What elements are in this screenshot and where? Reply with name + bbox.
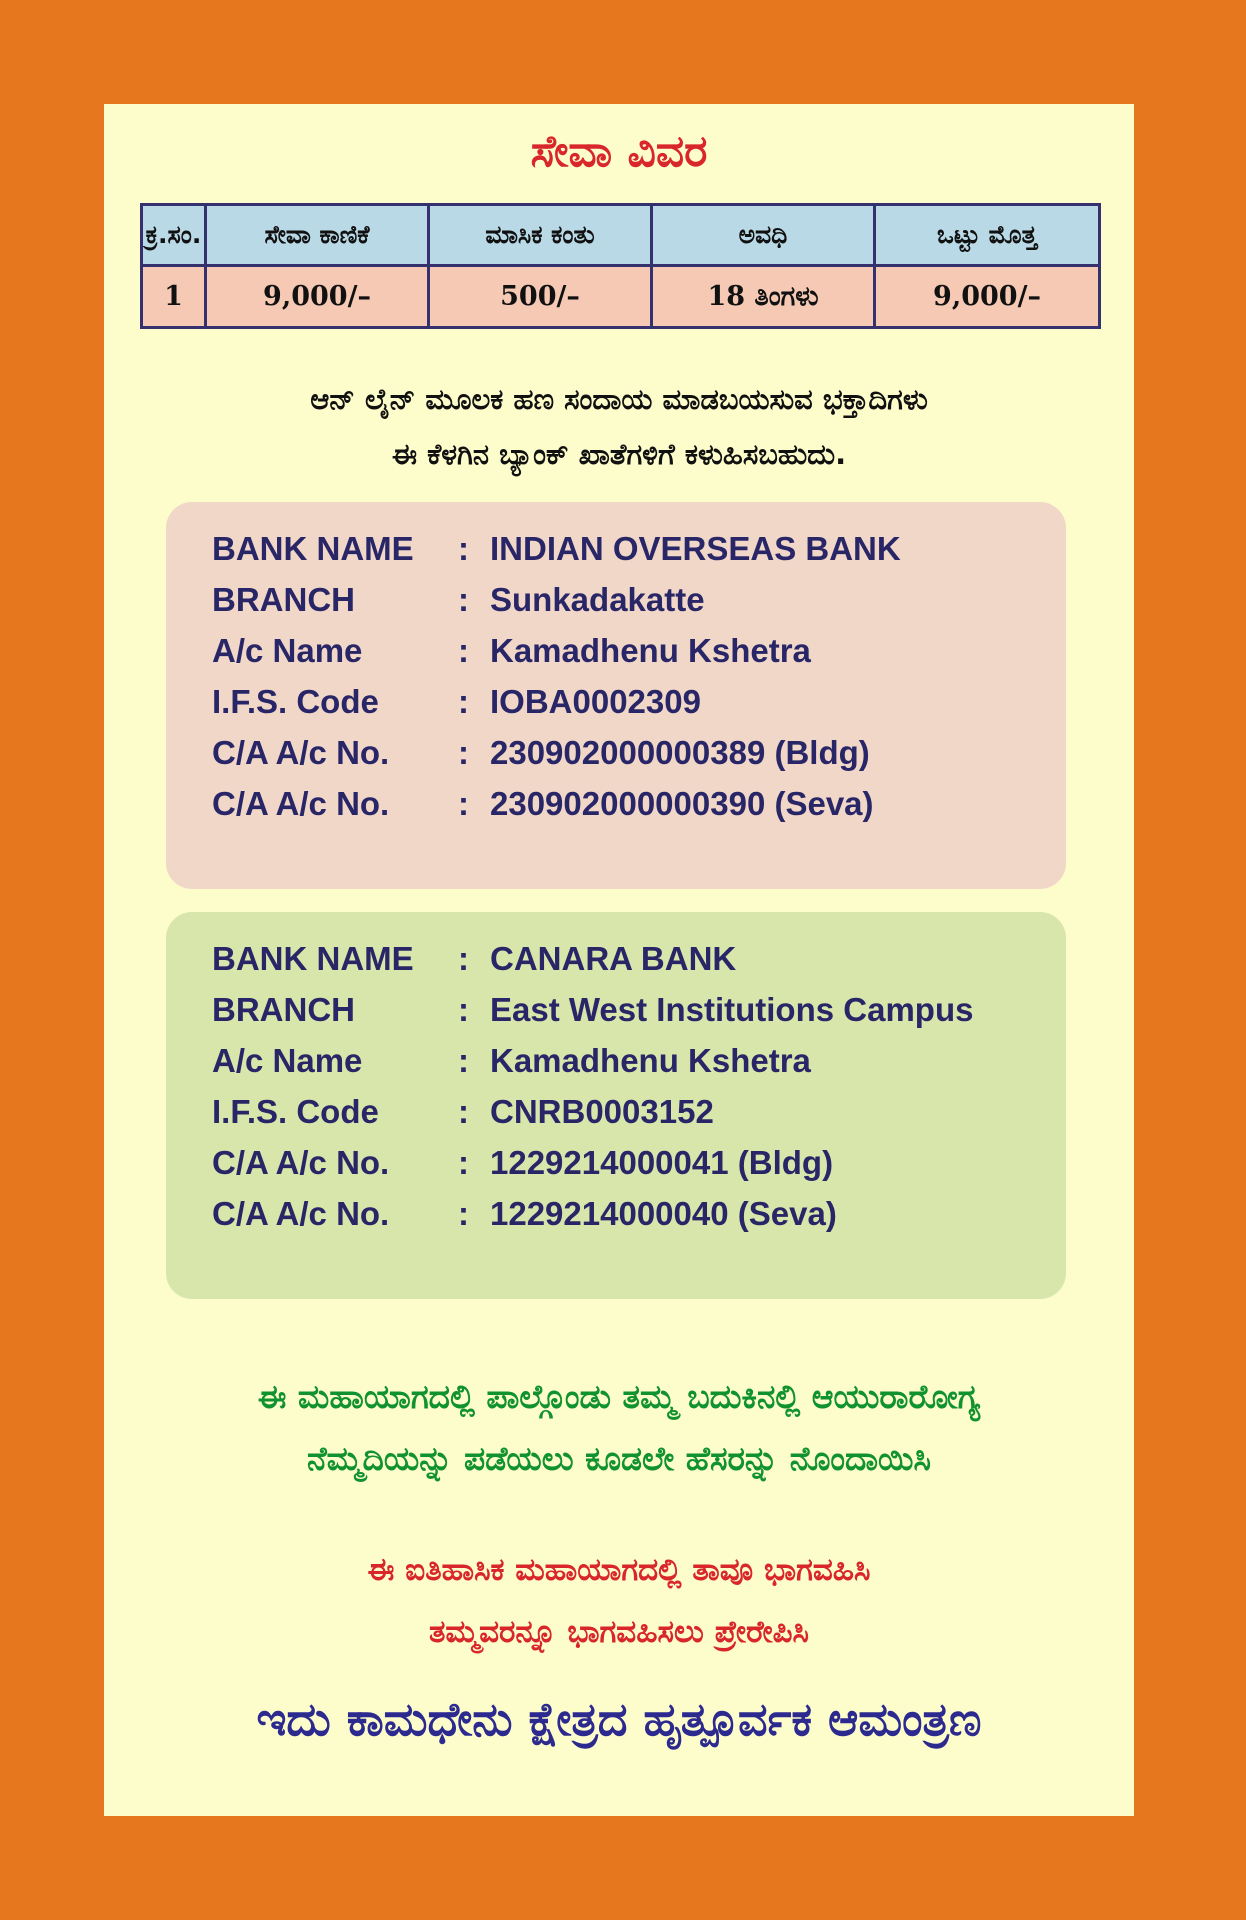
bank-card-iob (166, 502, 1066, 889)
bank-name-value: INDIAN OVERSEAS BANK (490, 530, 901, 567)
branch-value: East West Institutions Campus (490, 991, 974, 1028)
ifsc-label: I.F.S. Code (212, 683, 379, 720)
seva-table (140, 203, 1101, 329)
separator: : (458, 581, 469, 618)
account-number-label: C/A A/c No. (212, 1195, 390, 1232)
separator: : (458, 734, 469, 771)
header-duration: ಅವಧಿ (652, 205, 875, 266)
separator: : (458, 1195, 469, 1232)
separator: : (458, 1144, 469, 1181)
bank-name-label: BANK NAME (212, 940, 414, 977)
separator: : (458, 991, 469, 1028)
ifsc-label: I.F.S. Code (212, 1093, 379, 1130)
header-total: ಒಟ್ಟು ಮೊತ್ತ (875, 205, 1100, 266)
separator: : (458, 785, 469, 822)
branch-label: BRANCH (212, 581, 355, 618)
account-number-label: C/A A/c No. (212, 734, 390, 771)
bank-name-value: CANARA BANK (490, 940, 737, 977)
account-name-label: A/c Name (212, 1042, 363, 1079)
bank-name-label: BANK NAME (212, 530, 414, 567)
separator: : (458, 632, 469, 669)
account-number-value: 1229214000041 (Bldg) (490, 1144, 834, 1181)
invitation-text: ಇದು ಕಾಮಧೇನು ಕ್ಷೇತ್ರದ ಹೃತ್ಪೂರ್ವಕ ಆಮಂತ್ರಣ (256, 1692, 982, 1746)
branch-label: BRANCH (212, 991, 355, 1028)
header-serial: ಕ್ರ.ಸಂ. (142, 205, 206, 266)
separator: : (458, 530, 469, 567)
participation-line1: ಈ ಮಹಾಯಾಗದಲ್ಲಿ ಪಾಲ್ಗೊಂಡು ತಮ್ಮ ಬದುಕಿನಲ್ಲಿ ಆಯುರಾರೋಗ್ಯ (257, 1377, 981, 1416)
table-row (142, 266, 1100, 328)
cell-serial: 1 (142, 266, 206, 328)
header-seva-amount: ಸೇವಾ ಕಾಣಿಕೆ (206, 205, 429, 266)
cell-total: 9,000/– (875, 266, 1100, 328)
page-title: ಸೇವಾ ವಿವರ (530, 126, 708, 177)
account-name-value: Kamadhenu Kshetra (490, 1042, 811, 1079)
branch-value: Sunkadakatte (490, 581, 705, 618)
encouragement-line2: ತಮ್ಮವರನ್ನೂ ಭಾಗವಹಿಸಲು ಪ್ರೇರೇಪಿಸಿ (428, 1614, 809, 1650)
participation-line2: ನೆಮ್ಮದಿಯನ್ನು ಪಡೆಯಲು ಕೂಡಲೇ ಹೆಸರನ್ನು ನೊಂದಾಯಿಸಿ (307, 1439, 931, 1478)
online-note-line2: ಈ ಕೆಳಗಿನ ಬ್ಯಾಂಕ್ ಖಾತೆಗಳಿಗೆ ಕಳುಹಿಸಬಹುದು. (391, 437, 847, 471)
ifsc-value: IOBA0002309 (490, 683, 701, 720)
online-note-line1: ಆನ್ ಲೈನ್ ಮೂಲಕ ಹಣ ಸಂದಾಯ ಮಾಡಬಯಸುವ ಭಕ್ತಾದಿಗಳು (310, 382, 928, 416)
account-number-label: C/A A/c No. (212, 1144, 390, 1181)
account-number-value: 230902000000390 (Seva) (490, 785, 874, 822)
account-name-value: Kamadhenu Kshetra (490, 632, 811, 669)
poster-panel (104, 104, 1134, 1816)
separator: : (458, 1042, 469, 1079)
separator: : (458, 1093, 469, 1130)
encouragement-line1: ಈ ಐತಿಹಾಸಿಕ ಮಹಾಯಾಗದಲ್ಲಿ ತಾವೂ ಭಾಗವಹಿಸಿ (367, 1552, 871, 1588)
account-number-label: C/A A/c No. (212, 785, 390, 822)
account-number-value: 230902000000389 (Bldg) (490, 734, 870, 771)
cell-seva-amount: 9,000/– (206, 266, 429, 328)
account-number-value: 1229214000040 (Seva) (490, 1195, 837, 1232)
separator: : (458, 940, 469, 977)
cell-duration: 18 ತಿಂಗಳು (652, 266, 875, 328)
separator: : (458, 683, 469, 720)
encouragement-message (104, 1539, 1134, 1663)
account-name-label: A/c Name (212, 632, 363, 669)
table-header-row (142, 205, 1100, 266)
bank-card-canara (166, 912, 1066, 1299)
ifsc-value: CNRB0003152 (490, 1093, 714, 1130)
cell-monthly-installment: 500/– (429, 266, 652, 328)
online-payment-note (104, 372, 1134, 482)
participation-message (104, 1366, 1134, 1490)
header-monthly-installment: ಮಾಸಿಕ ಕಂತು (429, 205, 652, 266)
